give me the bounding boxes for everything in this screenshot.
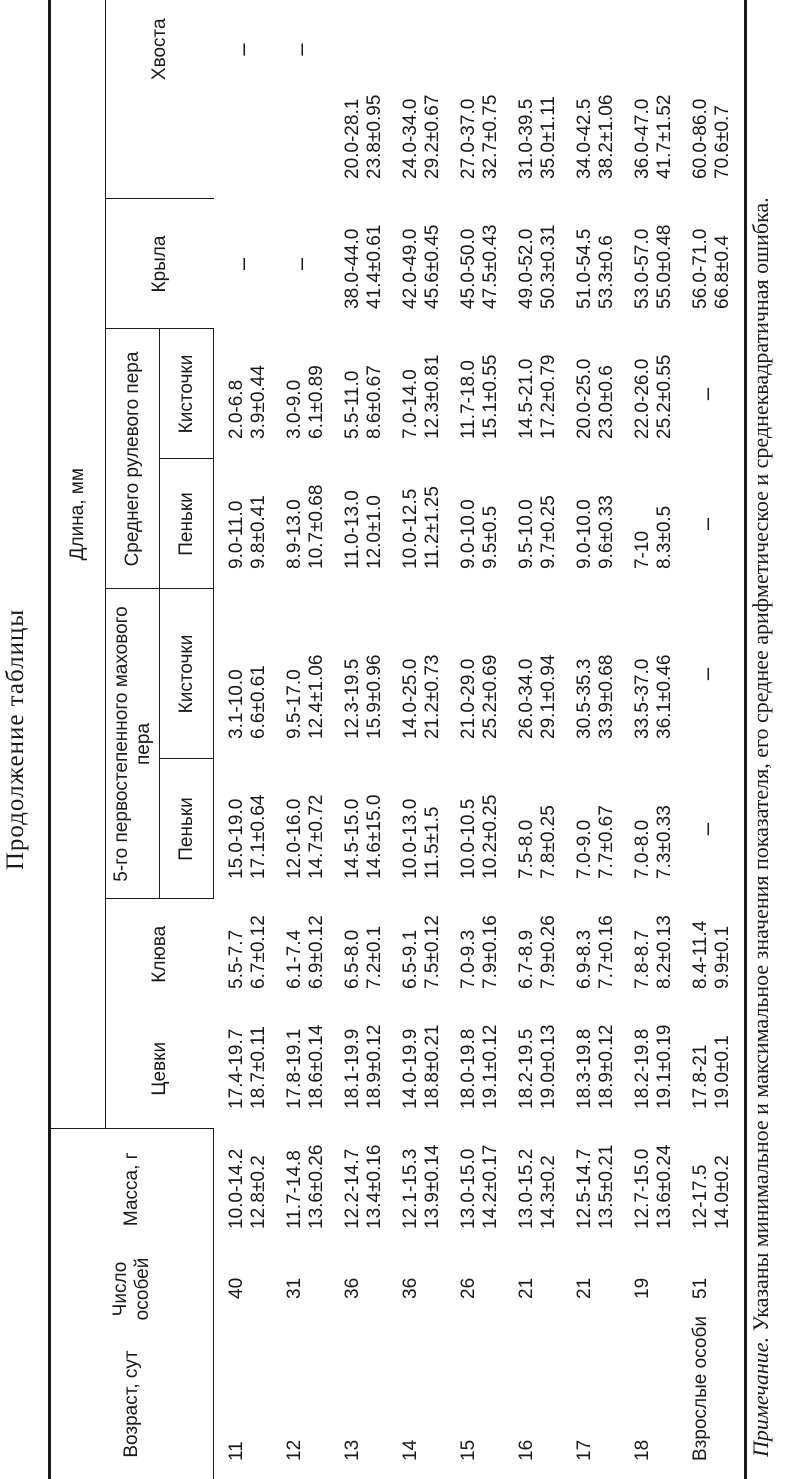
cell-p-stumps	[214, 759, 272, 899]
cell-range: 33.5-37.0	[631, 658, 653, 739]
cell-range: 56.0-71.0	[689, 228, 711, 309]
cell-mean: 13.6±0.24	[653, 1144, 675, 1229]
cell-mass	[562, 1129, 620, 1249]
cell-range: 7.5-8.0	[515, 819, 537, 879]
cell-mean: 10.2±0.25	[479, 794, 501, 879]
cell-beak	[330, 899, 388, 1009]
cell-mean: 6.9±0.12	[305, 915, 327, 989]
cell-mean: 21.2±0.73	[421, 654, 443, 739]
cell-mean: 17.1±0.64	[248, 794, 269, 879]
cell-range: 31.0-39.5	[515, 98, 537, 179]
cell-mean: 8.2±0.13	[653, 915, 675, 989]
cell-range: 18.2-19.8	[631, 1028, 653, 1109]
cell-p-stumps	[504, 759, 562, 899]
cell-p-stumps	[562, 759, 620, 899]
table-header	[50, 0, 214, 1479]
header-beak: Клюва	[148, 925, 170, 983]
cell-mean: 6.1±0.89	[305, 365, 327, 439]
cell-range: 13.0-15.2	[515, 1148, 537, 1229]
cell-mean: 29.1±0.94	[537, 654, 559, 739]
cell-mean: 45.6±0.45	[421, 224, 443, 309]
cell-r-brushes	[330, 329, 388, 459]
header-rectrix-brushes: Кисточки	[160, 329, 214, 459]
cell-mean: 9.5±0.5	[479, 505, 501, 569]
cell-mean: 70.6±0.7	[711, 105, 733, 179]
cell-r-brushes: –	[678, 329, 746, 459]
cell-tail	[446, 0, 504, 199]
cell-range: 3.0-9.0	[283, 379, 305, 439]
cell-range: 6.9-8.3	[573, 929, 595, 989]
cell-mean: 18.9±0.12	[595, 1024, 617, 1109]
table-row	[678, 0, 746, 1479]
cell-mean: 8.3±0.5	[653, 505, 675, 569]
cell-range: 18.3-19.8	[573, 1028, 595, 1109]
header-count: Число особей	[50, 1249, 214, 1329]
header-wing: Крыла	[106, 199, 214, 329]
cell-mean: 19.0±0.13	[537, 1024, 559, 1109]
cell-age: Взрослые особи	[678, 1329, 746, 1479]
cell-mass	[388, 1129, 446, 1249]
cell-r-brushes	[446, 329, 504, 459]
cell-wing	[330, 199, 388, 329]
cell-mass	[330, 1129, 388, 1249]
cell-range: 5.5-7.7	[225, 929, 247, 989]
cell-mean: 35.0±1.11	[537, 96, 559, 179]
cell-range: 8.9-13.0	[283, 499, 305, 569]
cell-range: 10.0-13.0	[399, 798, 421, 879]
cell-p-brushes	[446, 589, 504, 759]
header-primary-brushes: Кисточки	[160, 589, 214, 759]
cell-mean: 7.3±0.33	[653, 805, 675, 879]
header-mass: Масса, г	[50, 1129, 214, 1249]
cell-mean: 10.7±0.68	[305, 484, 327, 569]
cell-range: 11.7-14.8	[283, 1150, 305, 1229]
header-primary-group: 5-го первостепенного махового пера	[106, 589, 160, 899]
cell-mean: 14.7±0.72	[305, 794, 327, 879]
cell-wing	[446, 199, 504, 329]
cell-wing	[562, 199, 620, 329]
cell-range: 27.0-37.0	[457, 98, 479, 179]
cell-beak	[214, 899, 272, 1009]
cell-range: 18.0-19.8	[457, 1028, 479, 1109]
cell-r-stumps	[446, 459, 504, 589]
cell-mean: 25.2±0.55	[653, 354, 675, 439]
cell-tarsus	[272, 1009, 330, 1129]
cell-range: 60.0-86.0	[689, 98, 711, 179]
cell-range: 7.8-8.7	[631, 929, 653, 989]
cell-mean: 38.2±1.06	[595, 94, 617, 179]
cell-tail	[678, 0, 746, 199]
cell-count: 19	[631, 1277, 653, 1299]
cell-p-brushes: –	[678, 589, 746, 759]
cell-range: 7.0-14.0	[399, 369, 421, 439]
cell-p-stumps	[272, 759, 330, 899]
cell-r-stumps	[330, 459, 388, 589]
cell-mean: 14.3±0.2	[537, 1155, 559, 1229]
cell-r-stumps	[562, 459, 620, 589]
cell-mean: 11.5±1.5	[421, 806, 443, 879]
cell-r-brushes	[272, 329, 330, 459]
table-row	[620, 0, 678, 1479]
cell-range: 12.2-14.7	[341, 1148, 363, 1229]
cell-mean: 12.0±1.0	[363, 495, 385, 569]
cell-range: 14.0-25.0	[399, 658, 421, 739]
cell-age: 15	[457, 1439, 479, 1461]
cell-p-brushes	[562, 589, 620, 759]
cell-range: 12.5-14.7	[573, 1148, 595, 1229]
cell-range: 9.0-10.0	[573, 499, 595, 569]
cell-wing: –	[287, 257, 313, 271]
cell-mean: 19.1±0.12	[479, 1024, 501, 1109]
cell-range: 2.0-6.8	[226, 379, 247, 439]
cell-range: 53.0-57.0	[631, 228, 653, 309]
table-row	[272, 0, 330, 1479]
cell-mean: 9.6±0.33	[595, 495, 617, 569]
cell-range: 38.0-44.0	[341, 228, 363, 309]
cell-range: 20.0-28.1	[341, 98, 363, 179]
cell-beak	[562, 899, 620, 1009]
cell-wing	[678, 199, 746, 329]
cell-p-brushes	[272, 589, 330, 759]
cell-range: 14.0-19.9	[399, 1028, 421, 1109]
cell-range: 14.5-21.0	[515, 358, 537, 439]
cell-mean: 9.9±0.1	[711, 925, 733, 989]
cell-range: 12.1-15.3	[399, 1148, 421, 1229]
cell-mean: 50.3±0.31	[537, 224, 559, 309]
cell-count: 21	[573, 1277, 595, 1299]
cell-age: 11	[226, 1441, 247, 1461]
cell-p-brushes	[388, 589, 446, 759]
cell-tarsus	[214, 1009, 272, 1129]
cell-r-stumps	[620, 459, 678, 589]
cell-mean: 55.0±0.48	[653, 224, 675, 309]
cell-range: 34.0-42.5	[573, 98, 595, 179]
cell-mean: 13.5±0.21	[595, 1144, 617, 1229]
cell-p-brushes	[330, 589, 388, 759]
cell-tail	[388, 0, 446, 199]
cell-tarsus	[562, 1009, 620, 1129]
cell-p-stumps	[620, 759, 678, 899]
cell-mean: 14.6±15.0	[363, 794, 385, 879]
cell-beak	[504, 899, 562, 1009]
cell-mean: 18.8±0.21	[421, 1024, 443, 1109]
cell-range: 18.1-19.9	[341, 1028, 363, 1109]
cell-r-brushes	[388, 329, 446, 459]
cell-tarsus	[620, 1009, 678, 1129]
cell-tarsus	[504, 1009, 562, 1129]
cell-range: 6.5-8.0	[341, 929, 363, 989]
cell-r-brushes	[620, 329, 678, 459]
cell-age: 18	[631, 1439, 653, 1461]
cell-mean: 13.4±0.16	[363, 1144, 385, 1229]
cell-mean: 41.4±0.61	[363, 224, 385, 309]
cell-range: 15.0-19.0	[226, 798, 247, 879]
header-length-group: Длина, мм	[50, 0, 106, 1129]
cell-range: 21.0-29.0	[457, 658, 479, 739]
cell-mean: 11.2±1.25	[421, 486, 443, 569]
cell-mean: 18.9±0.12	[363, 1024, 385, 1109]
cell-range: 11.0-13.0	[341, 490, 363, 569]
table-body	[214, 0, 746, 1479]
table-caption: Продолжение таблицы	[2, 608, 29, 871]
cell-range: 9.5-17.0	[283, 669, 305, 739]
cell-r-stumps	[272, 459, 330, 589]
cell-mean: 19.1±0.19	[653, 1024, 675, 1109]
cell-wing	[388, 199, 446, 329]
cell-range: 10.0-12.5	[399, 488, 421, 569]
cell-p-brushes	[504, 589, 562, 759]
cell-mean: 32.7±0.75	[479, 94, 501, 179]
cell-tail	[504, 0, 562, 199]
cell-mean: 9.8±0.41	[248, 495, 269, 569]
cell-p-brushes	[620, 589, 678, 759]
cell-mean: 14.2±0.17	[479, 1144, 501, 1229]
cell-range: 24.0-34.0	[399, 98, 421, 179]
cell-mean: 15.9±0.96	[363, 654, 385, 739]
cell-range: 8.4-11.4	[689, 920, 711, 989]
table-row	[504, 0, 562, 1479]
table-row	[562, 0, 620, 1479]
cell-mean: 6.6±0.61	[248, 665, 269, 739]
cell-mean: 12.8±0.2	[248, 1155, 269, 1229]
cell-mean: 6.7±0.12	[247, 915, 269, 989]
cell-mean: 29.2±0.67	[421, 94, 443, 179]
cell-mass	[214, 1129, 272, 1249]
cell-range: 10.0-10.5	[457, 798, 479, 879]
cell-mass	[678, 1129, 746, 1249]
cell-wing: –	[229, 257, 255, 271]
cell-beak	[388, 899, 446, 1009]
cell-range: 9.5-10.0	[515, 499, 537, 569]
cell-r-stumps	[388, 459, 446, 589]
cell-beak	[678, 899, 746, 1009]
cell-count: 51	[678, 1249, 746, 1329]
cell-mean: 13.6±0.26	[305, 1144, 327, 1229]
cell-mean: 8.6±0.67	[363, 365, 385, 439]
table-row	[388, 0, 446, 1479]
cell-wing	[620, 199, 678, 329]
header-primary-stumps: Пеньки	[160, 759, 214, 899]
table-row	[214, 0, 272, 1479]
cell-range: 13.0-15.0	[457, 1148, 479, 1229]
cell-range: 12.3-19.5	[341, 658, 363, 739]
cell-mean: 14.0±0.2	[711, 1155, 733, 1229]
cell-p-stumps	[388, 759, 446, 899]
table-row	[330, 0, 388, 1479]
cell-count: 21	[515, 1277, 537, 1299]
cell-range: 5.5-11.0	[341, 370, 363, 439]
cell-count: 26	[457, 1277, 479, 1299]
cell-r-brushes	[562, 329, 620, 459]
data-table	[48, 0, 747, 1479]
cell-mean: 23.0±0.6	[595, 365, 617, 439]
cell-r-stumps	[214, 459, 272, 589]
cell-range: 26.0-34.0	[515, 658, 537, 739]
cell-range: 14.5-15.0	[341, 798, 363, 879]
cell-age: 13	[341, 1439, 363, 1461]
cell-range: 30.5-35.3	[573, 658, 595, 739]
cell-range: 17.8-19.1	[283, 1028, 305, 1109]
cell-tarsus	[388, 1009, 446, 1129]
cell-range: 42.0-49.0	[399, 228, 421, 309]
cell-p-stumps	[446, 759, 504, 899]
cell-mass	[446, 1129, 504, 1249]
cell-mean: 41.7±1.52	[653, 94, 675, 179]
cell-count: 40	[226, 1277, 247, 1299]
cell-range: 3.1-10.0	[226, 669, 247, 739]
cell-mean: 17.2±0.79	[537, 354, 559, 439]
cell-tail: –	[229, 43, 255, 56]
cell-range: 10.0-14.2	[226, 1148, 247, 1229]
cell-count: 36	[399, 1277, 421, 1299]
cell-tail	[620, 0, 678, 199]
table-note	[748, 17, 774, 1457]
cell-tarsus	[446, 1009, 504, 1129]
cell-age: 14	[399, 1439, 421, 1461]
cell-mean: 7.9±0.26	[537, 915, 559, 989]
cell-mass	[272, 1129, 330, 1249]
cell-mean: 12.3±0.81	[421, 354, 443, 439]
cell-mean: 19.0±0.1	[711, 1035, 733, 1109]
cell-tail: –	[287, 43, 313, 56]
note-text: Указаны минимальное и максимальное значения показателя, его среднее арифметическое и среднеквадратичная ошибка.	[748, 197, 773, 1337]
cell-tarsus	[330, 1009, 388, 1129]
cell-mean: 66.8±0.4	[711, 235, 733, 309]
cell-r-stumps	[504, 459, 562, 589]
cell-p-stumps: –	[678, 759, 746, 899]
cell-range: 9.0-11.0	[226, 500, 247, 569]
header-tail: Хвоста	[106, 0, 214, 199]
cell-range: 7.0-9.0	[573, 819, 595, 879]
cell-mean: 7.9±0.16	[479, 915, 501, 989]
cell-mean: 53.3±0.6	[595, 235, 617, 309]
cell-count: 31	[283, 1277, 305, 1299]
table-row	[446, 0, 504, 1479]
header-rectrix-stumps: Пеньки	[160, 459, 214, 589]
cell-mean: 15.1±0.55	[479, 354, 501, 439]
cell-r-brushes	[504, 329, 562, 459]
cell-range: 6.7-8.9	[515, 929, 537, 989]
cell-range: 7.0-9.3	[457, 929, 479, 989]
header-rectrix-group: Среднего рулевого пера	[106, 329, 160, 589]
cell-mean: 7.2±0.1	[363, 925, 385, 989]
cell-range: 17.4-19.7	[225, 1028, 247, 1109]
cell-mass	[620, 1129, 678, 1249]
cell-r-stumps: –	[678, 459, 746, 589]
cell-mean: 47.5±0.43	[479, 224, 501, 309]
cell-r-brushes	[214, 329, 272, 459]
cell-tarsus	[678, 1009, 746, 1129]
cell-tail	[562, 0, 620, 199]
cell-range: 18.2-19.5	[515, 1028, 537, 1109]
cell-mean: 7.8±0.25	[537, 805, 559, 879]
cell-mean: 18.6±0.14	[305, 1024, 327, 1109]
cell-range: 36.0-47.0	[631, 98, 653, 179]
cell-age: 17	[573, 1439, 595, 1461]
cell-mean: 33.9±0.68	[595, 654, 617, 739]
cell-mean: 12.4±1.06	[305, 654, 327, 739]
cell-range: 6.1-7.4	[283, 929, 305, 989]
cell-range: 12.7-15.0	[631, 1148, 653, 1229]
cell-wing	[504, 199, 562, 329]
cell-range: 45.0-50.0	[457, 228, 479, 309]
cell-range: 51.0-54.5	[573, 228, 595, 309]
cell-range: 6.5-9.1	[399, 929, 421, 989]
cell-range: 49.0-52.0	[515, 228, 537, 309]
cell-range: 17.8-21	[689, 1044, 711, 1109]
cell-range: 7-10	[631, 530, 653, 569]
note-label: Примечание.	[748, 1336, 773, 1457]
cell-range: 12.0-16.0	[283, 798, 305, 879]
cell-tail	[330, 0, 388, 199]
cell-p-stumps	[330, 759, 388, 899]
cell-range: 7.0-8.0	[631, 819, 653, 879]
cell-range: 11.7-18.0	[457, 360, 479, 439]
header-age: Возраст, сут	[50, 1329, 214, 1479]
cell-mean: 7.5±0.12	[421, 915, 443, 989]
cell-beak	[620, 899, 678, 1009]
cell-mean: 18.7±0.11	[247, 1026, 269, 1109]
cell-mass	[504, 1129, 562, 1249]
cell-mean: 7.7±0.67	[595, 805, 617, 879]
cell-age: 16	[515, 1439, 537, 1461]
cell-mean: 25.2±0.69	[479, 654, 501, 739]
cell-range: 22.0-26.0	[631, 358, 653, 439]
cell-beak	[272, 899, 330, 1009]
header-tarsus: Цевки	[106, 1009, 214, 1129]
cell-range: 12-17.5	[689, 1164, 711, 1229]
cell-beak	[446, 899, 504, 1009]
cell-mean: 3.9±0.44	[248, 365, 269, 439]
cell-p-brushes	[214, 589, 272, 759]
cell-mean: 13.9±0.14	[421, 1144, 443, 1229]
cell-mean: 36.1±0.46	[653, 654, 675, 739]
cell-mean: 9.7±0.25	[537, 495, 559, 569]
cell-mean: 23.8±0.95	[363, 94, 385, 179]
cell-range: 9.0-10.0	[457, 499, 479, 569]
cell-age: 12	[283, 1439, 305, 1461]
cell-range: 20.0-25.0	[573, 358, 595, 439]
cell-mean: 7.7±0.16	[595, 915, 617, 989]
cell-count: 36	[341, 1277, 363, 1299]
